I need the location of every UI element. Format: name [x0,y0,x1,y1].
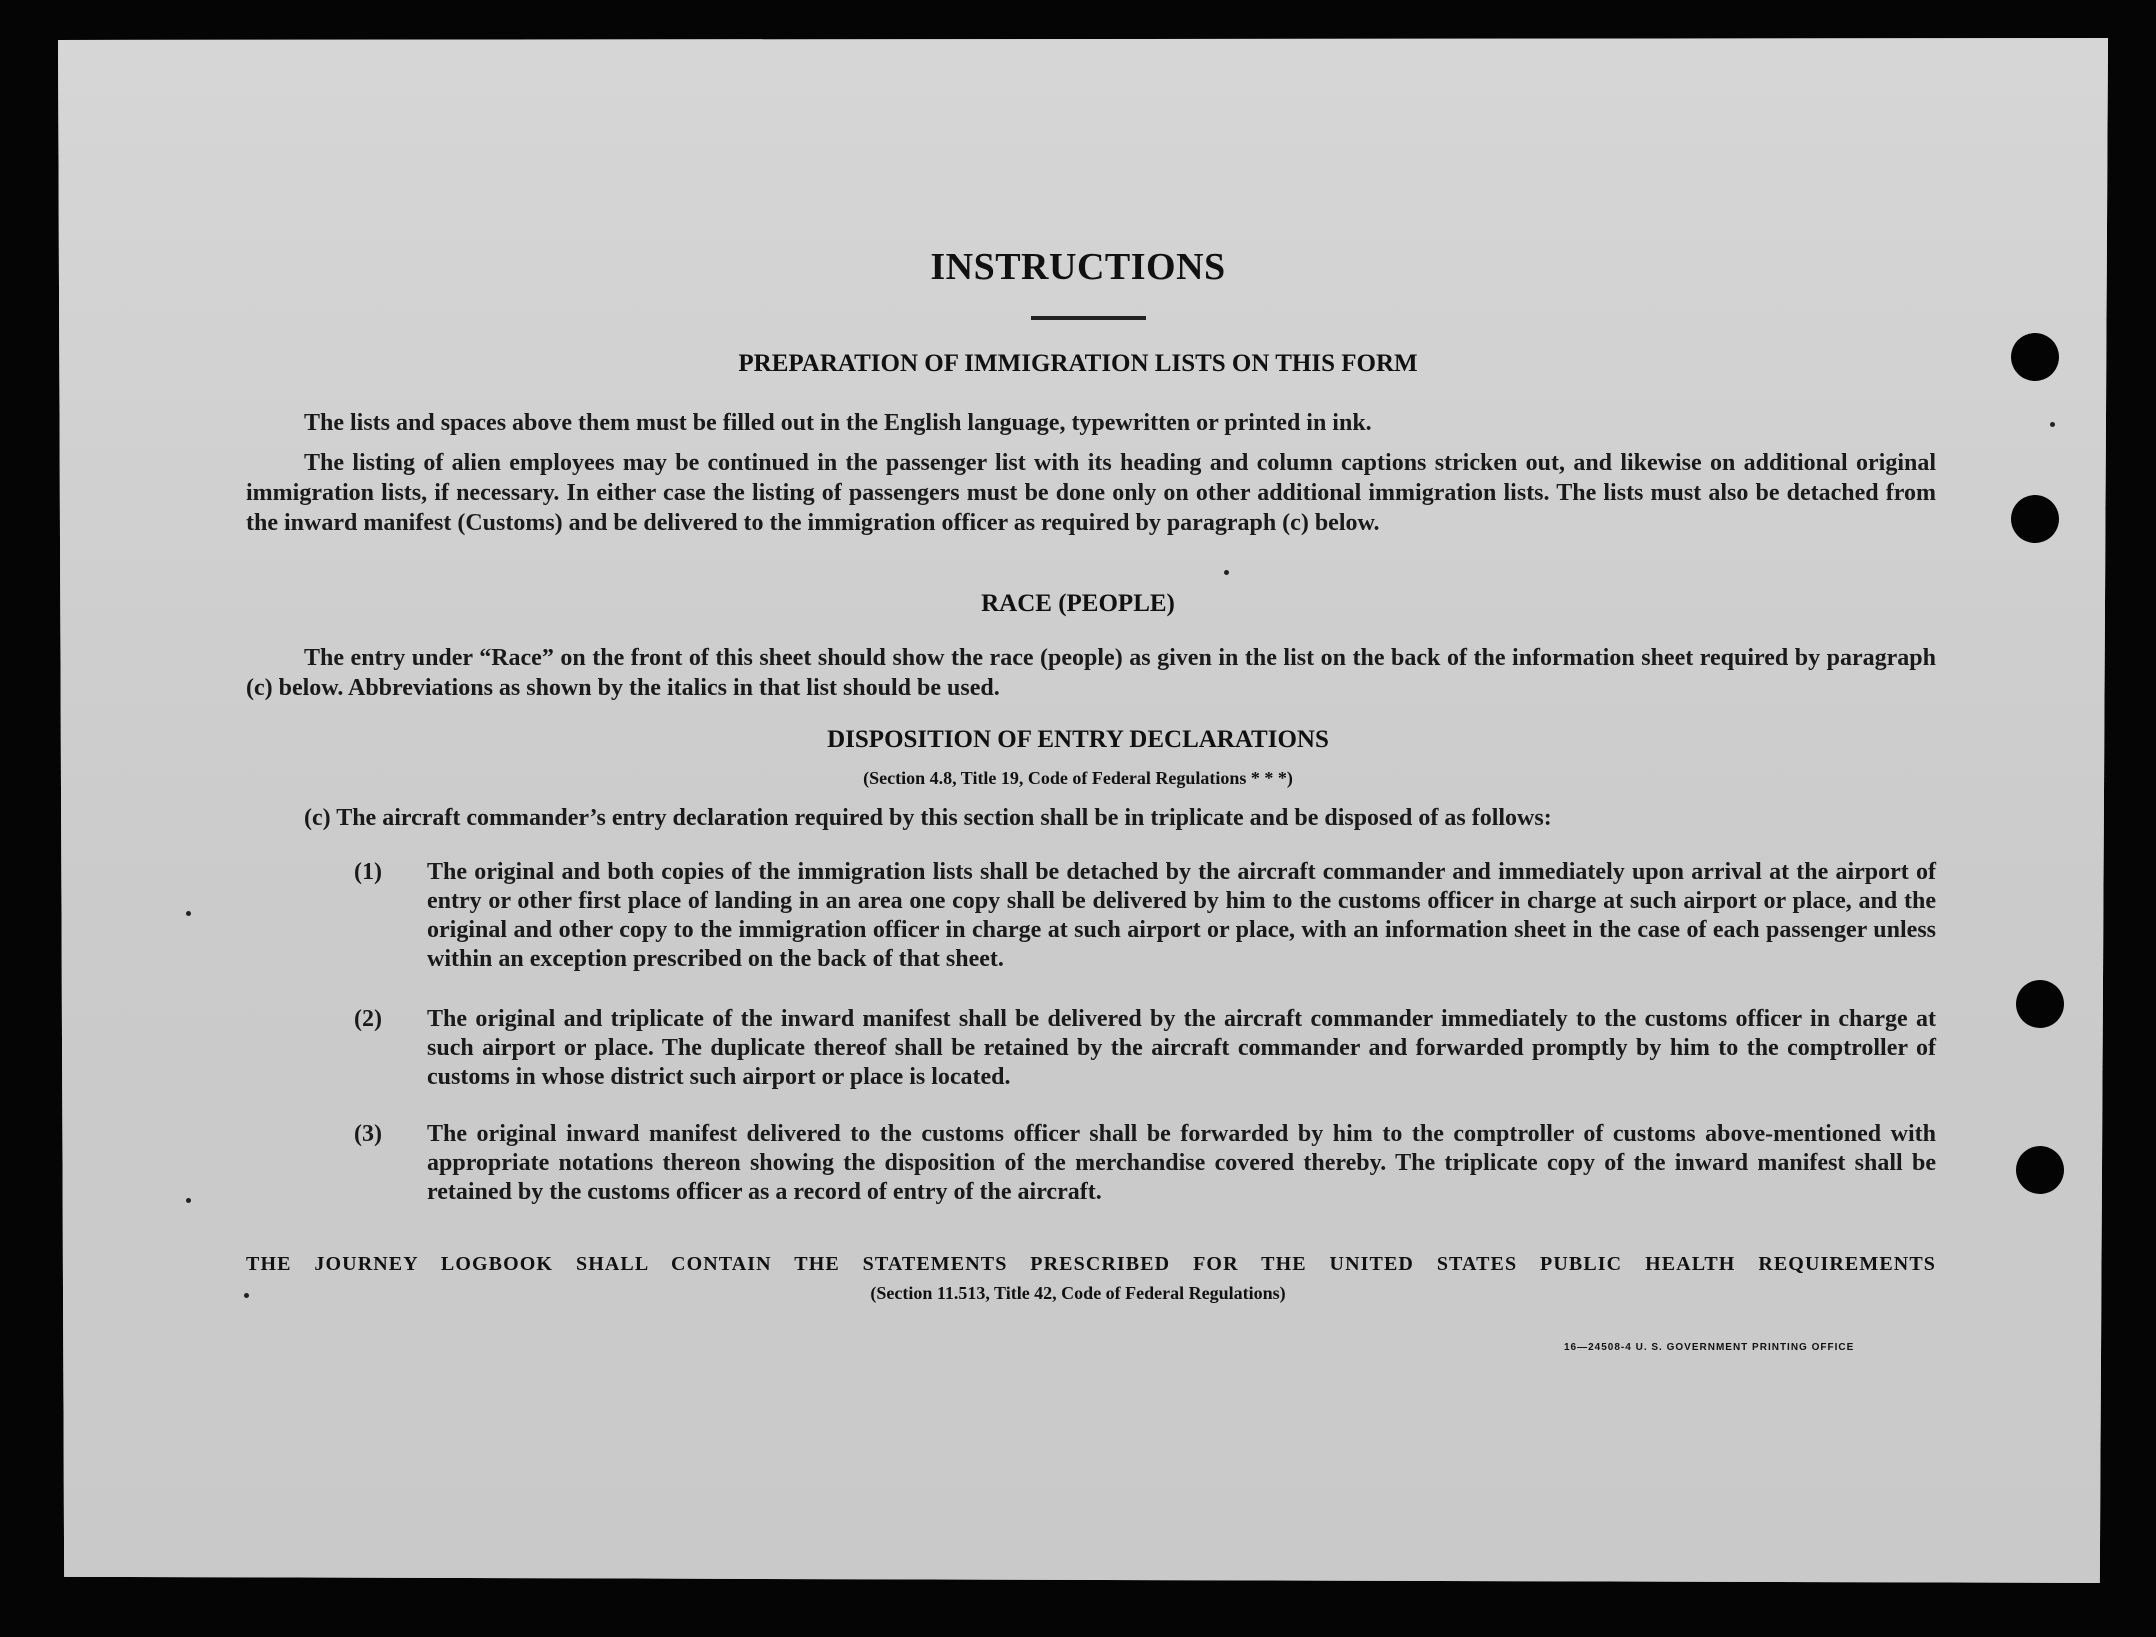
list-item [354,1005,1936,1092]
ink-speck [186,1198,191,1203]
item-number: (2) [354,1006,382,1032]
paragraph-c-intro: (c) The aircraft commander’s entry declaration required by this section shall be in triplicate and be disposed of as follows: [304,805,1552,831]
ink-speck [1224,570,1229,575]
ink-speck [186,911,191,916]
item-text: The original and both copies of the immigration lists shall be detached by the aircraft commander and immediately upon arrival at the airport of entry or other first place of landing in an area one copy shall be delivered by him to the customs officer in charge at such airport or place, and the original and other copy to the immigration officer in charge at such airport or place, with an information sheet in the case of each passenger unless within an exception prescribed on the back of that sheet. [427,859,1936,972]
citation-title-19: (Section 4.8, Title 19, Code of Federal Regulations * * *) [863,768,1293,788]
paragraph-race: The entry under “Race” on the front of this sheet should show the race (people) as given in the list on the back of the information sheet required by paragraph (c) below. Abbreviations as shown by the italics in that list should be used. [246,645,1936,701]
ink-speck [244,1293,249,1298]
paragraph-alien-employees: The listing of alien employees may be continued in the passenger list with its heading and column captions stricken out, and likewise on additional original immigration lists, if necessary. In either case the listing of passengers must be done only on other additional immigration lists. The lists must also be detached from the inward manifest (Customs) and be delivered to the immigration officer as required by paragraph (c) below. [246,450,1936,536]
list-item [354,1120,1936,1207]
item-text: The original inward manifest delivered to the customs officer shall be forwarded by him to the comptroller of customs above-mentioned with appropriate notations thereon showing the disposition of the merchandise covered thereby. The triplicate copy of the inward manifest shall be retained by the customs officer as a record of entry of the aircraft. [427,1121,1936,1205]
citation-title-42: (Section 11.513, Title 42, Code of Federal Regulations) [870,1283,1286,1303]
section-heading-preparation: PREPARATION OF IMMIGRATION LISTS ON THIS FORM [738,350,1418,377]
item-number: (1) [354,859,382,885]
section-heading-race: RACE (PEOPLE) [981,590,1175,617]
printer-imprint: 16—24508-4 U. S. GOVERNMENT PRINTING OFFICE [1564,1342,1855,1353]
list-item [354,858,1936,974]
title-underline [1031,316,1146,320]
page-title: INSTRUCTIONS [930,246,1226,288]
item-text: The original and triplicate of the inward manifest shall be delivered by the aircraft commander immediately to the customs officer in charge at such airport or place. The duplicate thereof shall be retained by the aircraft commander and forwarded promptly by him to the comptroller of customs in whose district such airport or place is located. [427,1006,1936,1090]
item-number: (3) [354,1121,382,1147]
footer-health-requirements: THE JOURNEY LOGBOOK SHALL CONTAIN THE STATEMENTS PRESCRIBED FOR THE UNITED STATES PUBLIC HEALTH REQUIREMENTS [246,1253,1936,1275]
paragraph-language: The lists and spaces above them must be filled out in the English language, typewritten or printed in ink. [304,410,1372,436]
section-heading-disposition: DISPOSITION OF ENTRY DECLARATIONS [827,726,1329,753]
ink-speck [2050,422,2055,427]
